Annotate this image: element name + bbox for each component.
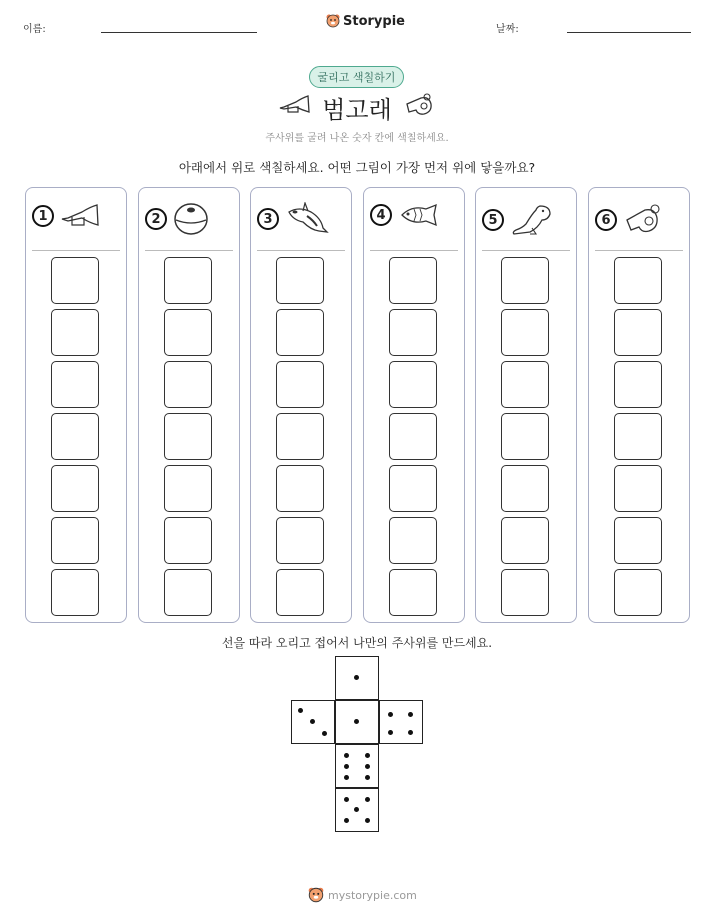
die-pip — [298, 708, 303, 713]
die-face-five — [335, 788, 379, 832]
column-divider — [257, 250, 345, 251]
column-divider — [482, 250, 570, 251]
color-box[interactable] — [164, 517, 212, 564]
bear-logo-icon — [326, 13, 340, 29]
column-header — [257, 202, 329, 236]
die-pip — [365, 764, 370, 769]
die-pip — [354, 807, 359, 812]
column-number: 2 — [145, 208, 167, 230]
dice-instruction: 선을 따라 오리고 접어서 나만의 주사위를 만드세요. — [221, 636, 493, 650]
die-pip — [354, 719, 359, 724]
ball-icon — [173, 202, 209, 236]
date-line[interactable] — [567, 32, 691, 33]
page-title: 범고래 — [322, 96, 392, 124]
color-box[interactable] — [276, 257, 324, 304]
column-5 — [475, 187, 577, 623]
color-box[interactable] — [51, 517, 99, 564]
bear-logo-icon — [308, 886, 324, 904]
color-box[interactable] — [51, 361, 99, 408]
column-header — [145, 202, 209, 236]
name-label: 이름: — [23, 24, 46, 35]
footer-url[interactable]: mystorypie.com — [328, 888, 417, 902]
color-box[interactable] — [501, 413, 549, 460]
die-pip — [365, 753, 370, 758]
column-header — [370, 202, 442, 228]
die-pip — [322, 731, 327, 736]
column-1 — [25, 187, 127, 623]
footer — [308, 886, 417, 904]
die-pip — [365, 775, 370, 780]
brand-name: Storypie — [343, 13, 405, 29]
die-pip — [310, 719, 315, 724]
color-box[interactable] — [164, 413, 212, 460]
column-divider — [145, 250, 233, 251]
name-line[interactable] — [101, 32, 257, 33]
die-pip — [408, 730, 413, 735]
color-box[interactable] — [276, 361, 324, 408]
column-divider — [32, 250, 120, 251]
color-box[interactable] — [389, 517, 437, 564]
column-number: 1 — [32, 205, 54, 227]
brand-logo — [326, 13, 405, 29]
color-box[interactable] — [614, 361, 662, 408]
color-box[interactable] — [389, 361, 437, 408]
color-box[interactable] — [501, 361, 549, 408]
color-box[interactable] — [614, 413, 662, 460]
color-box[interactable] — [501, 465, 549, 512]
column-divider — [370, 250, 458, 251]
color-box[interactable] — [501, 569, 549, 616]
die-pip — [354, 675, 359, 680]
color-box[interactable] — [614, 309, 662, 356]
color-box[interactable] — [501, 517, 549, 564]
column-number: 3 — [257, 208, 279, 230]
die-face-four — [379, 700, 423, 744]
color-box[interactable] — [389, 413, 437, 460]
die-face-three — [291, 700, 335, 744]
column-number: 4 — [370, 204, 392, 226]
coloring-instruction: 아래에서 위로 색칠하세요. 어떤 그림이 가장 먼저 위에 닿을까요? — [178, 160, 536, 175]
column-number: 6 — [595, 209, 617, 231]
page-subtitle: 주사위를 굴려 나온 숫자 칸에 색칠하세요. — [265, 133, 449, 144]
color-box[interactable] — [164, 465, 212, 512]
die-pip — [344, 753, 349, 758]
color-box[interactable] — [276, 465, 324, 512]
color-box[interactable] — [614, 465, 662, 512]
color-box[interactable] — [164, 361, 212, 408]
color-box[interactable] — [276, 413, 324, 460]
column-2 — [138, 187, 240, 623]
color-box[interactable] — [164, 569, 212, 616]
column-3 — [250, 187, 352, 623]
color-box[interactable] — [389, 309, 437, 356]
die-face-six — [335, 744, 379, 788]
column-number: 5 — [482, 209, 504, 231]
die-pip — [344, 764, 349, 769]
activity-badge: 굴리고 색칠하기 — [309, 66, 404, 88]
die-pip — [365, 818, 370, 823]
die-face-one — [335, 656, 379, 700]
die-pip — [344, 775, 349, 780]
color-box[interactable] — [614, 569, 662, 616]
seal-icon — [510, 202, 554, 238]
color-box[interactable] — [389, 465, 437, 512]
column-4 — [363, 187, 465, 623]
trumpet-icon — [60, 202, 100, 230]
die-pip — [388, 712, 393, 717]
column-header — [32, 202, 100, 230]
color-box[interactable] — [164, 309, 212, 356]
die-pip — [408, 712, 413, 717]
orca-icon — [285, 202, 329, 236]
color-box[interactable] — [614, 257, 662, 304]
color-box[interactable] — [389, 569, 437, 616]
color-box[interactable] — [51, 309, 99, 356]
color-box[interactable] — [276, 569, 324, 616]
column-divider — [595, 250, 683, 251]
color-box[interactable] — [164, 257, 212, 304]
die-pip — [344, 797, 349, 802]
color-box[interactable] — [276, 517, 324, 564]
color-box[interactable] — [614, 517, 662, 564]
color-box[interactable] — [51, 257, 99, 304]
die-pip — [388, 730, 393, 735]
date-label: 날짜: — [496, 24, 519, 35]
die-pip — [365, 797, 370, 802]
whistle-icon — [623, 202, 665, 238]
color-box[interactable] — [51, 569, 99, 616]
fish-icon — [398, 202, 442, 228]
color-box[interactable] — [501, 257, 549, 304]
color-box[interactable] — [51, 413, 99, 460]
color-box[interactable] — [389, 257, 437, 304]
column-header — [482, 202, 554, 238]
die-pip — [344, 818, 349, 823]
column-header — [595, 202, 665, 238]
whistle-icon — [403, 92, 435, 120]
column-6 — [588, 187, 690, 623]
color-box[interactable] — [501, 309, 549, 356]
die-face-one-center — [335, 700, 379, 744]
color-box[interactable] — [276, 309, 324, 356]
color-box[interactable] — [51, 465, 99, 512]
